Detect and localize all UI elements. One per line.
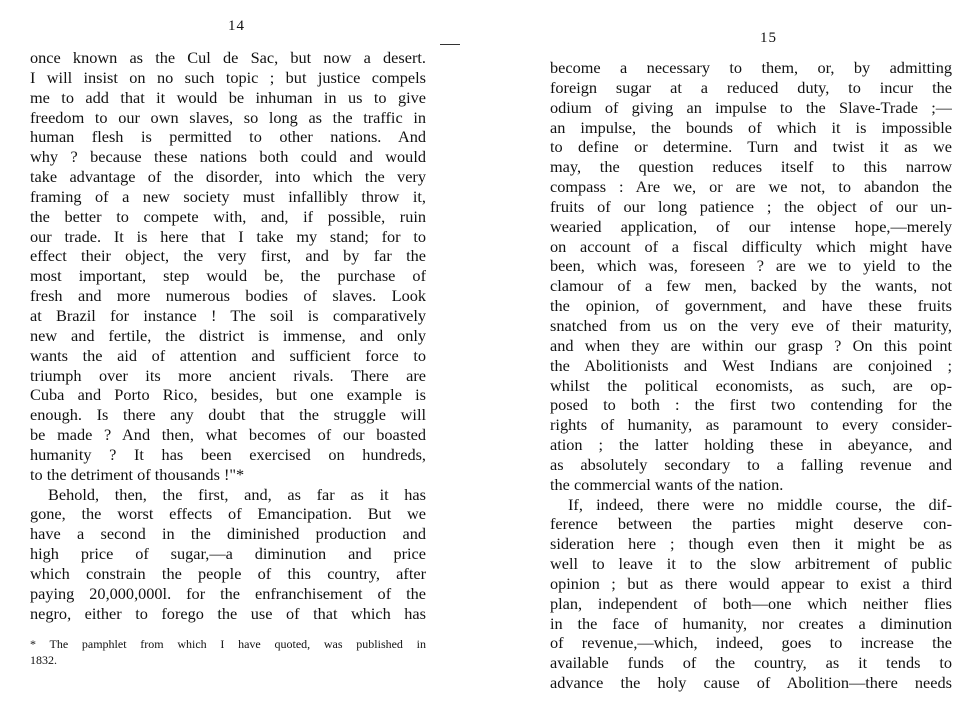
text-line: Cuba and Porto Rico, besides, but one example is xyxy=(30,385,426,405)
text-line: new and fertile, the district is immense, and only xyxy=(30,325,426,345)
text-line: Behold, then, the first, and, as far as it has xyxy=(48,484,426,504)
body-text xyxy=(30,48,426,623)
text-line: sideration here ; though even then it might be as xyxy=(550,534,952,554)
margin-mark xyxy=(440,44,460,45)
text-line: rights of humanity, as paramount to every consider- xyxy=(550,415,952,435)
text-line: compass : Are we, or are we not, to abandon the xyxy=(550,177,952,197)
text-line: fresh and more numerous bodies of slaves. Look xyxy=(30,286,426,306)
text-line: negro, either to forego the use of that which has xyxy=(30,603,426,623)
text-line: fruits of our long patience ; the object of our un- xyxy=(550,196,952,216)
text-line: the Abolitionists and West Indians are conjoined ; xyxy=(550,355,952,375)
text-line: humanity ? It has been exercised on hundreds, xyxy=(30,444,426,464)
text-line: on account of a fiscal difficulty which might have xyxy=(550,236,952,256)
text-line: effect their object, the very first, and by far the xyxy=(30,246,426,266)
text-line: posed to both : the first two contending for the xyxy=(550,395,952,415)
body-text xyxy=(550,58,952,693)
text-line: gone, the worst effects of Emancipation. But we xyxy=(30,504,426,524)
text-line: may, the question reduces itself to this narrow xyxy=(550,157,952,177)
text-line: an impulse, the bounds of which it is impossible xyxy=(550,117,952,137)
text-line: in the face of humanity, nor creates a diminution xyxy=(550,613,952,633)
footnote xyxy=(30,636,426,668)
text-line: advance the holy cause of Abolition—there needs xyxy=(550,673,952,693)
text-line: to the detriment of thousands !"* xyxy=(30,464,245,484)
footnote-line: 1832. xyxy=(30,653,57,667)
text-line: ference between the parties might deserve con- xyxy=(550,514,952,534)
text-line: why ? because these nations both could and would xyxy=(30,147,426,167)
text-line: opinion ; but as there would appear to exist a third xyxy=(550,573,952,593)
text-line: framing of a new society must infallibly throw it, xyxy=(30,186,426,206)
text-line: wearied application, of our intense hope,—merely xyxy=(550,216,952,236)
page-number: 14 xyxy=(228,18,245,34)
text-line: take advantage of the disorder, into which the very xyxy=(30,167,426,187)
text-line: well to leave it to the slow arbitrement of public xyxy=(550,554,952,574)
text-line: ation ; the latter holding these in abeyance, and xyxy=(550,435,952,455)
text-line: the commercial wants of the nation. xyxy=(550,474,784,494)
text-line: foreign sugar at a reduced duty, to incur the xyxy=(550,77,952,97)
text-line: to define or determine. Turn and twist it as we xyxy=(550,137,952,157)
text-line: the better to compete with, and, if possible, ruin xyxy=(30,206,426,226)
text-line: enough. Is there any doubt that the struggle will xyxy=(30,405,426,425)
right-page xyxy=(478,0,980,717)
text-line: and when they are within our grasp ? On this point xyxy=(550,335,952,355)
left-page xyxy=(0,0,470,717)
text-line: odium of giving an impulse to the Slave-Trade ;— xyxy=(550,97,952,117)
text-line: plan, independent of both—one which neither flies xyxy=(550,593,952,613)
text-line: most important, step would be, the purchase of xyxy=(30,266,426,286)
text-line: become a necessary to them, or, by admitting xyxy=(550,58,952,77)
text-line: clamour of a few men, backed by the wants, not xyxy=(550,276,952,296)
text-line: I will insist on no such topic ; but justice compels xyxy=(30,67,426,87)
text-line: freedom to our own slaves, so long as the traffic in xyxy=(30,107,426,127)
text-line: been, which was, foreseen ? are we to yield to the xyxy=(550,256,952,276)
text-line: whilst the political economists, as such, are op- xyxy=(550,375,952,395)
text-line: at Brazil for instance ! The soil is comparatively xyxy=(30,305,426,325)
page-number: 15 xyxy=(760,30,777,46)
text-line: snatched from us on the very eve of their maturity, xyxy=(550,315,952,335)
text-line: me to add that it would be inhuman in us to give xyxy=(30,87,426,107)
text-line: high price of sugar,—a diminution and price xyxy=(30,544,426,564)
text-line: triumph over its more ancient rivals. There are xyxy=(30,365,426,385)
text-line: of revenue,—which, indeed, goes to increase the xyxy=(550,633,952,653)
text-line: paying 20,000,000l. for the enfranchisement of the xyxy=(30,583,426,603)
text-line: If, indeed, there were no middle course, the dif- xyxy=(568,494,952,514)
text-line: human flesh is permitted to other nations. And xyxy=(30,127,426,147)
text-line: available funds of the country, as it tends to xyxy=(550,653,952,673)
text-line: the opinion, of government, and have these fruits xyxy=(550,296,952,316)
text-line: as absolutely secondary to a falling revenue and xyxy=(550,454,952,474)
text-line: once known as the Cul de Sac, but now a desert. xyxy=(30,48,426,67)
text-line: which constrain the people of this country, after xyxy=(30,563,426,583)
text-line: wants the aid of attention and sufficient force to xyxy=(30,345,426,365)
footnote-line: * The pamphlet from which I have quoted, was published in xyxy=(30,637,426,651)
text-line: our trade. It is here that I take my stand; for to xyxy=(30,226,426,246)
text-line: be made ? And then, what becomes of our boasted xyxy=(30,425,426,445)
text-line: have a second in the diminished production and xyxy=(30,524,426,544)
